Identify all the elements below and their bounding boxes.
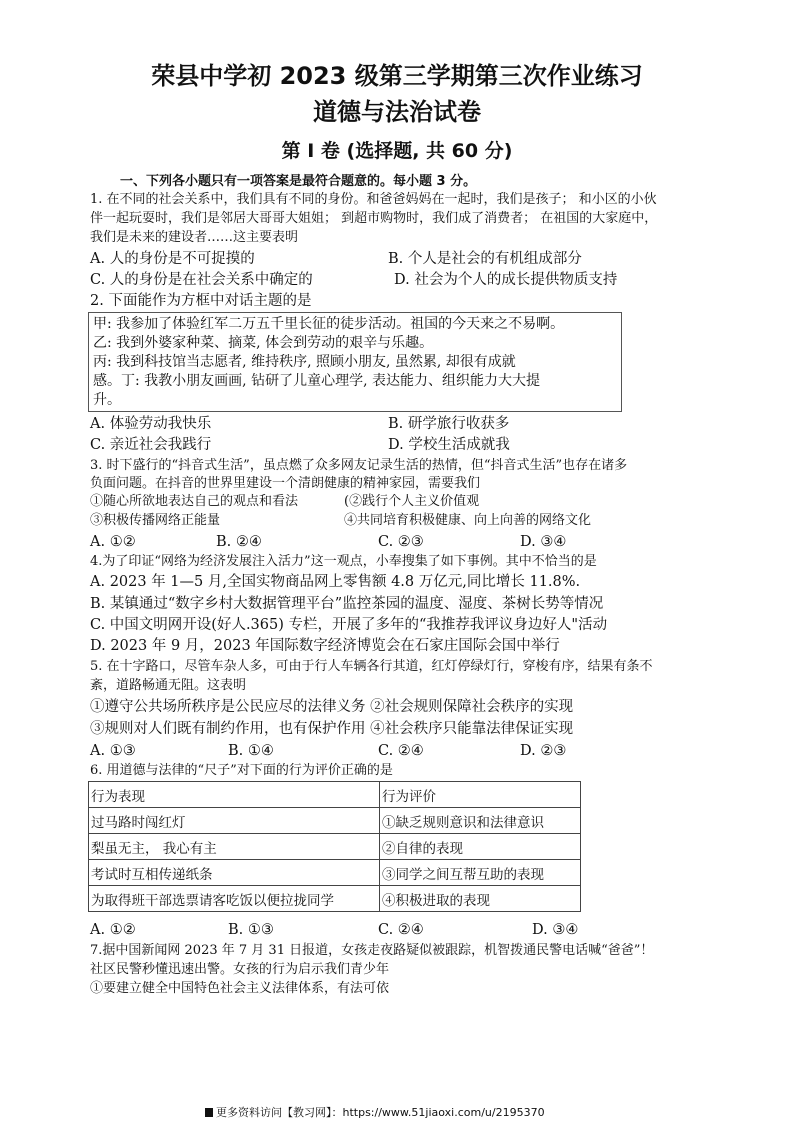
q5-option-d: D. ②③ bbox=[520, 743, 567, 759]
q3-option-c: C. ②③ bbox=[378, 534, 424, 550]
question-1-stem: 我们是未来的建设者……这主要表明 bbox=[90, 230, 299, 245]
q6-option-c: C. ②④ bbox=[378, 922, 424, 938]
q3-option-d: D. ③④ bbox=[520, 534, 567, 550]
question-7-stem: 社区民警秒懂迅速出警。女孩的行为启示我们青少年 bbox=[90, 962, 390, 977]
dialogue-box bbox=[88, 312, 622, 412]
q1-option-a: A. 人的身份是不可捉摸的 bbox=[90, 251, 255, 267]
q1-option-b: B. 个人是社会的有机组成部分 bbox=[388, 251, 582, 267]
footer-link[interactable] bbox=[205, 1104, 545, 1120]
q2-option-c: C. 亲近社会我践行 bbox=[90, 437, 212, 453]
q3-statement-2: (②践行个人主义价值观 bbox=[344, 494, 480, 509]
question-6-stem: 6. 用道德与法律的“尺子”对下面的行为评价正确的是 bbox=[90, 763, 393, 778]
question-3-stem: 负面问题。在抖音的世界里建设一个清朗健康的精神家园，需要我们 bbox=[90, 476, 481, 491]
q4-option-c: C. 中国文明网开设(好人.365) 专栏，开展了多年的“我推荐我评议身边好人"活动 bbox=[90, 617, 608, 633]
table-cell: 过马路时闯红灯 bbox=[89, 808, 380, 834]
exam-subtitle: 道德与法治试卷 bbox=[313, 98, 481, 126]
table-cell: ①缺乏规则意识和法律意识 bbox=[380, 808, 581, 834]
q6-option-a: A. ①② bbox=[90, 922, 136, 938]
table-cell: ③同学之间互帮互助的表现 bbox=[380, 860, 581, 886]
table-cell: 考试时互相传递纸条 bbox=[89, 860, 380, 886]
dialogue-line: 甲: 我参加了体验红军二万五千里长征的徒步活动。祖国的今天来之不易啊。 bbox=[93, 316, 565, 332]
flag-icon bbox=[205, 1108, 213, 1117]
table-cell: ④积极进取的表现 bbox=[380, 886, 581, 912]
question-1-stem: 伴一起玩耍时，我们是邻居大哥哥大姐姐； 到超市购物时，我们成了消费者； 在祖国的大家庭中， bbox=[90, 211, 658, 226]
table-row bbox=[89, 886, 581, 912]
table-row bbox=[89, 860, 581, 886]
table-cell: 梨虽无主， 我心有主 bbox=[89, 834, 380, 860]
q5-option-c: C. ②④ bbox=[378, 743, 424, 759]
question-5-stem: 紊，道路畅通无阻。这表明 bbox=[90, 678, 247, 693]
q1-option-d: D. 社会为个人的成长提供物质支持 bbox=[394, 272, 618, 288]
table-cell: 行为评价 bbox=[380, 782, 581, 808]
q5-statements-1-2: ①遵守公共场所秩序是公民应尽的法律义务 ②社会规则保障社会秩序的实现 bbox=[90, 699, 574, 715]
question-1-stem: 1. 在不同的社会关系中，我们具有不同的身份。和爸爸妈妈在一起时，我们是孩子； 和小区的小伙 bbox=[90, 192, 657, 207]
q2-option-d: D. 学校生活成就我 bbox=[388, 437, 510, 453]
q3-option-a: A. ①② bbox=[90, 534, 136, 550]
q6-option-d: D. ③④ bbox=[532, 922, 579, 938]
q3-statement-4: ④共同培育积极健康、向上向善的网络文化 bbox=[344, 513, 592, 528]
question-4-stem: 4.为了印证“网络为经济发展注入活力”这一观点，小奉搜集了如下事例。其中不恰当的是 bbox=[90, 554, 597, 569]
q4-option-b: B. 某镇通过“数字乡村大数据管理平台”监控茶园的温度、湿度、茶树长势等情况 bbox=[90, 596, 604, 612]
exam-title: 荣县中学初 2023 级第三学期第三次作业练习 bbox=[151, 62, 643, 90]
q3-statement-3: ③积极传播网络正能量 bbox=[90, 513, 221, 528]
q2-option-b: B. 研学旅行收获多 bbox=[388, 416, 510, 432]
footer-text: 更多资料访问【教习网】：https://www.51jiaoxi.com/u/2195370 bbox=[216, 1106, 545, 1119]
q5-statements-3-4: ③规则对人们既有制约作用，也有保护作用 ④社会秩序只能靠法律保证实现 bbox=[90, 721, 574, 737]
dialogue-line: 丙: 我到科技馆当志愿者, 维持秩序, 照顾小朋友, 虽然累, 却很有成就 bbox=[93, 354, 516, 370]
q1-option-c: C. 人的身份是在社会关系中确定的 bbox=[90, 272, 313, 288]
question-7-stem: 7.据中国新闻网 2023 年 7 月 31 日报道，女孩走夜路疑似被跟踪，机智拨通民警电话喊“爸爸”！ bbox=[90, 943, 654, 958]
table-cell: ②自律的表现 bbox=[380, 834, 581, 860]
q4-option-d: D. 2023 年 9 月，2023 年国际数字经济博览会在石家庄国际会国中举行 bbox=[90, 638, 560, 654]
table-row bbox=[89, 808, 581, 834]
table-cell: 为取得班干部选票请客吃饭以便拉拢同学 bbox=[89, 886, 380, 912]
q3-option-b: B. ②④ bbox=[216, 534, 262, 550]
section-instruction: 一、下列各小题只有一项答案是最符合题意的。每小题 3 分。 bbox=[120, 174, 477, 189]
question-5-stem: 5. 在十字路口，尽管车杂人多，可由于行人车辆各行其道，红灯停绿灯行，穿梭有序，结果有条不 bbox=[90, 659, 653, 674]
behavior-evaluation-table bbox=[88, 781, 581, 912]
dialogue-line: 感。丁: 我教小朋友画画, 钻研了儿童心理学, 表达能力、组织能力大大提 bbox=[93, 373, 540, 389]
q2-option-a: A. 体验劳动我快乐 bbox=[90, 416, 212, 432]
q5-option-b: B. ①④ bbox=[228, 743, 274, 759]
dialogue-line: 乙: 我到外婆家种菜、摘菜, 体会到劳动的艰辛与乐趣。 bbox=[93, 335, 434, 351]
q5-option-a: A. ①③ bbox=[90, 743, 136, 759]
question-3-stem: 3. 时下盛行的“抖音式生活”，虽点燃了众多网友记录生活的热情，但“抖音式生活”也存在诸多 bbox=[90, 458, 628, 473]
table-row bbox=[89, 782, 581, 808]
dialogue-line: 升。 bbox=[93, 392, 121, 408]
q6-option-b: B. ①③ bbox=[228, 922, 274, 938]
q7-statement-1: ①要建立健全中国特色社会主义法律体系，有法可依 bbox=[90, 981, 390, 996]
table-row bbox=[89, 834, 581, 860]
question-2-stem: 2. 下面能作为方框中对话主题的是 bbox=[90, 293, 312, 309]
q4-option-a: A. 2023 年 1—5 月,全国实物商品网上零售额 4.8 万亿元,同比增长 11.8%. bbox=[90, 574, 581, 590]
table-cell: 行为表现 bbox=[89, 782, 380, 808]
q3-statement-1: ①随心所欲地表达自己的观点和看法 bbox=[90, 494, 299, 509]
part-heading: 第 I 卷 (选择题, 共 60 分) bbox=[281, 140, 513, 162]
